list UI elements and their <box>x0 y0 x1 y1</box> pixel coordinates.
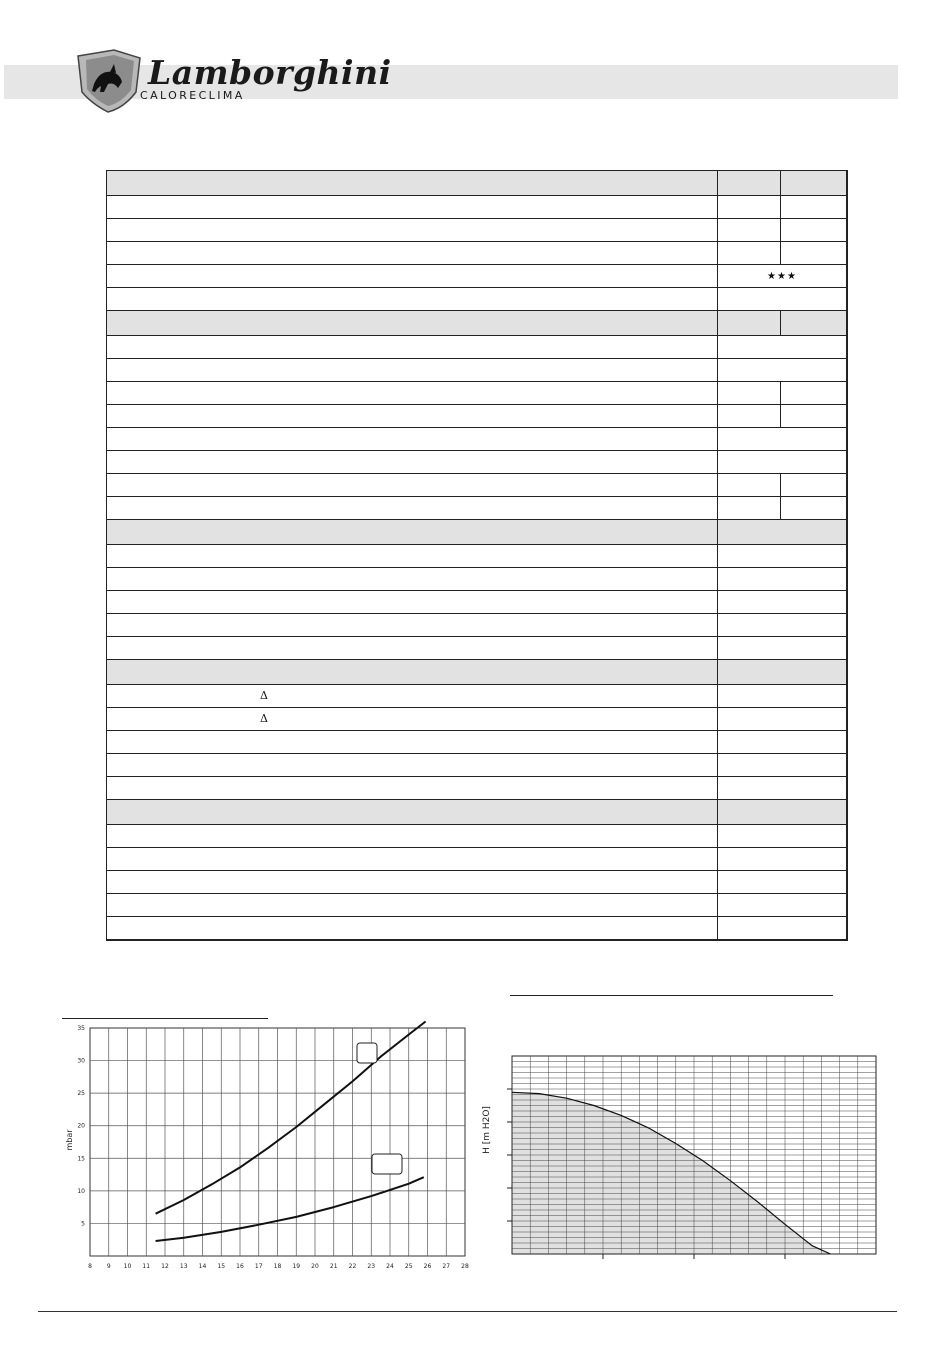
table-row <box>107 196 848 219</box>
technical-data-table <box>106 170 848 941</box>
table-row <box>107 568 848 591</box>
x-tick-label: 18 <box>273 1263 282 1270</box>
table-row <box>107 497 848 520</box>
table-row <box>107 242 848 265</box>
footer-rule <box>38 1311 897 1312</box>
x-tick-label: 15 <box>217 1263 226 1270</box>
table-section-row <box>107 520 848 545</box>
x-tick-label: 8 <box>88 1263 92 1270</box>
table-row <box>107 614 848 637</box>
table-row <box>107 219 848 242</box>
table-row <box>107 451 848 474</box>
y-axis-label: H [m H2O] <box>482 1106 492 1154</box>
y-tick-label: 20 <box>77 1122 85 1130</box>
y-tick-label: 10 <box>77 1187 85 1195</box>
y-tick-label: 30 <box>77 1057 85 1065</box>
table-row <box>107 848 848 871</box>
pressure-loss-chart <box>50 1020 480 1275</box>
x-tick-label: 16 <box>236 1263 244 1270</box>
table-row <box>107 871 848 894</box>
x-tick-label: 14 <box>198 1263 207 1270</box>
table-section-row <box>107 311 848 336</box>
table-row <box>107 637 848 660</box>
table-row <box>107 265 848 288</box>
y-tick-label: 15 <box>77 1155 85 1163</box>
table-row <box>107 382 848 405</box>
table-section-row <box>107 800 848 825</box>
y-tick-label: 5 <box>81 1220 85 1228</box>
table-row <box>107 754 848 777</box>
table-row <box>107 917 848 941</box>
table-row <box>107 336 848 359</box>
x-tick-label: 17 <box>254 1263 263 1270</box>
x-tick-label: 27 <box>442 1263 451 1270</box>
x-tick-label: 10 <box>123 1263 132 1270</box>
brand-name: Lamborghini <box>148 53 392 92</box>
pump-head-chart <box>478 1050 883 1265</box>
table-row <box>107 405 848 428</box>
table-row <box>107 545 848 568</box>
x-tick-label: 23 <box>367 1263 376 1270</box>
x-tick-label: 20 <box>311 1263 319 1270</box>
y-axis-label: mbar <box>65 1129 74 1151</box>
table-row <box>107 591 848 614</box>
table-row <box>107 777 848 800</box>
y-tick-label: 35 <box>77 1025 85 1032</box>
x-tick-label: 21 <box>329 1263 338 1270</box>
x-tick-label: 26 <box>423 1263 432 1270</box>
chart-title-rule <box>62 1018 268 1019</box>
table-section-row <box>107 660 848 685</box>
chart-title-rule <box>510 995 833 996</box>
table-row <box>107 474 848 497</box>
series-line-1 <box>156 1022 426 1214</box>
table-row <box>107 708 848 731</box>
x-tick-label: 13 <box>179 1263 188 1270</box>
table-row <box>107 288 848 311</box>
table-row <box>107 428 848 451</box>
x-tick-label: 12 <box>161 1263 169 1270</box>
delta-symbol: Δ <box>260 712 268 725</box>
table-section-row <box>107 171 848 196</box>
x-tick-label: 22 <box>348 1263 357 1270</box>
brand-subtitle: CALORECLIMA <box>140 89 245 102</box>
table-row <box>107 825 848 848</box>
curve-label-box <box>372 1154 402 1174</box>
x-tick-label: 11 <box>142 1263 151 1270</box>
x-tick-label: 9 <box>106 1263 111 1270</box>
x-tick-label: 19 <box>292 1263 301 1270</box>
curve-label-box <box>357 1043 377 1063</box>
series-line-2 <box>156 1177 424 1241</box>
table-row <box>107 731 848 754</box>
efficiency-stars: ★★★ <box>767 271 797 282</box>
delta-symbol: Δ <box>260 689 268 702</box>
x-tick-label: 24 <box>386 1263 394 1270</box>
x-tick-label: 25 <box>404 1263 413 1270</box>
table-row <box>107 894 848 917</box>
x-tick-label: 28 <box>461 1263 469 1270</box>
table-row <box>107 685 848 708</box>
table-row <box>107 359 848 382</box>
y-tick-label: 25 <box>77 1090 85 1098</box>
